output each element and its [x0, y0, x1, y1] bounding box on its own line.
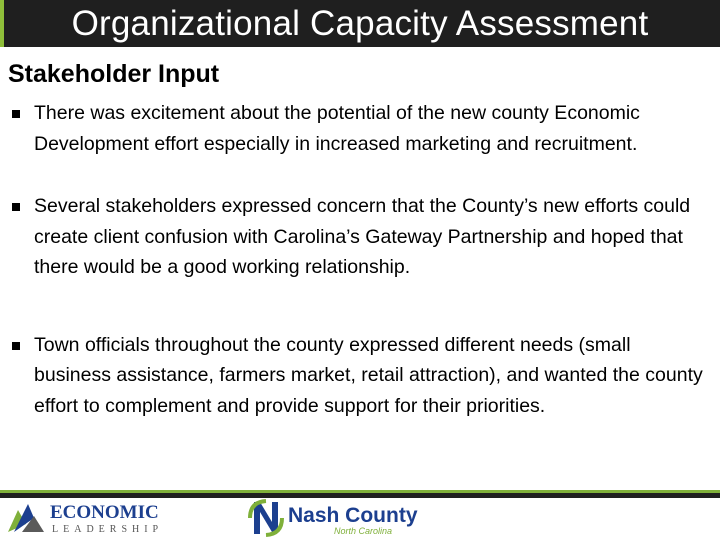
- bullet-text: Town officials throughout the county expressed different needs (small business assistance, farmers market, retail attraction), and wanted the county effort to complement and provide support for their priorities.: [34, 333, 703, 417]
- nash-county-logo: [248, 498, 418, 538]
- logo-nash-county-text: Nash County: [288, 504, 418, 527]
- bullet-text: Several stakeholders expressed concern that the County’s new efforts could create client confusion with Carolina’s Gateway Partnership and hoped that there would be a good working relationship.: [34, 195, 691, 278]
- bullet-list: [10, 98, 710, 421]
- logo-leadership-text: LEADERSHIP: [52, 524, 164, 535]
- bullet-item: [10, 330, 710, 422]
- footer-accent: [0, 490, 720, 493]
- bullet-text: There was excitement about the potential of the new county Economic Development effort especially in increased marketing and recruitment.: [34, 102, 640, 155]
- bullet-square-icon: [12, 342, 20, 350]
- title-accent: [0, 0, 4, 47]
- bullet-item: [10, 98, 710, 159]
- bullet-square-icon: [12, 203, 20, 211]
- bullet-square-icon: [12, 110, 20, 118]
- logo-north-carolina-text: North Carolina: [334, 526, 393, 536]
- slide-title: Organizational Capacity Assessment: [71, 4, 649, 43]
- title-bar: [0, 0, 720, 47]
- bullet-item: [10, 191, 710, 283]
- logo-economic-text: ECONOMIC: [50, 502, 159, 523]
- economic-leadership-logo: [4, 496, 180, 536]
- slide-subtitle: Stakeholder Input: [8, 60, 220, 88]
